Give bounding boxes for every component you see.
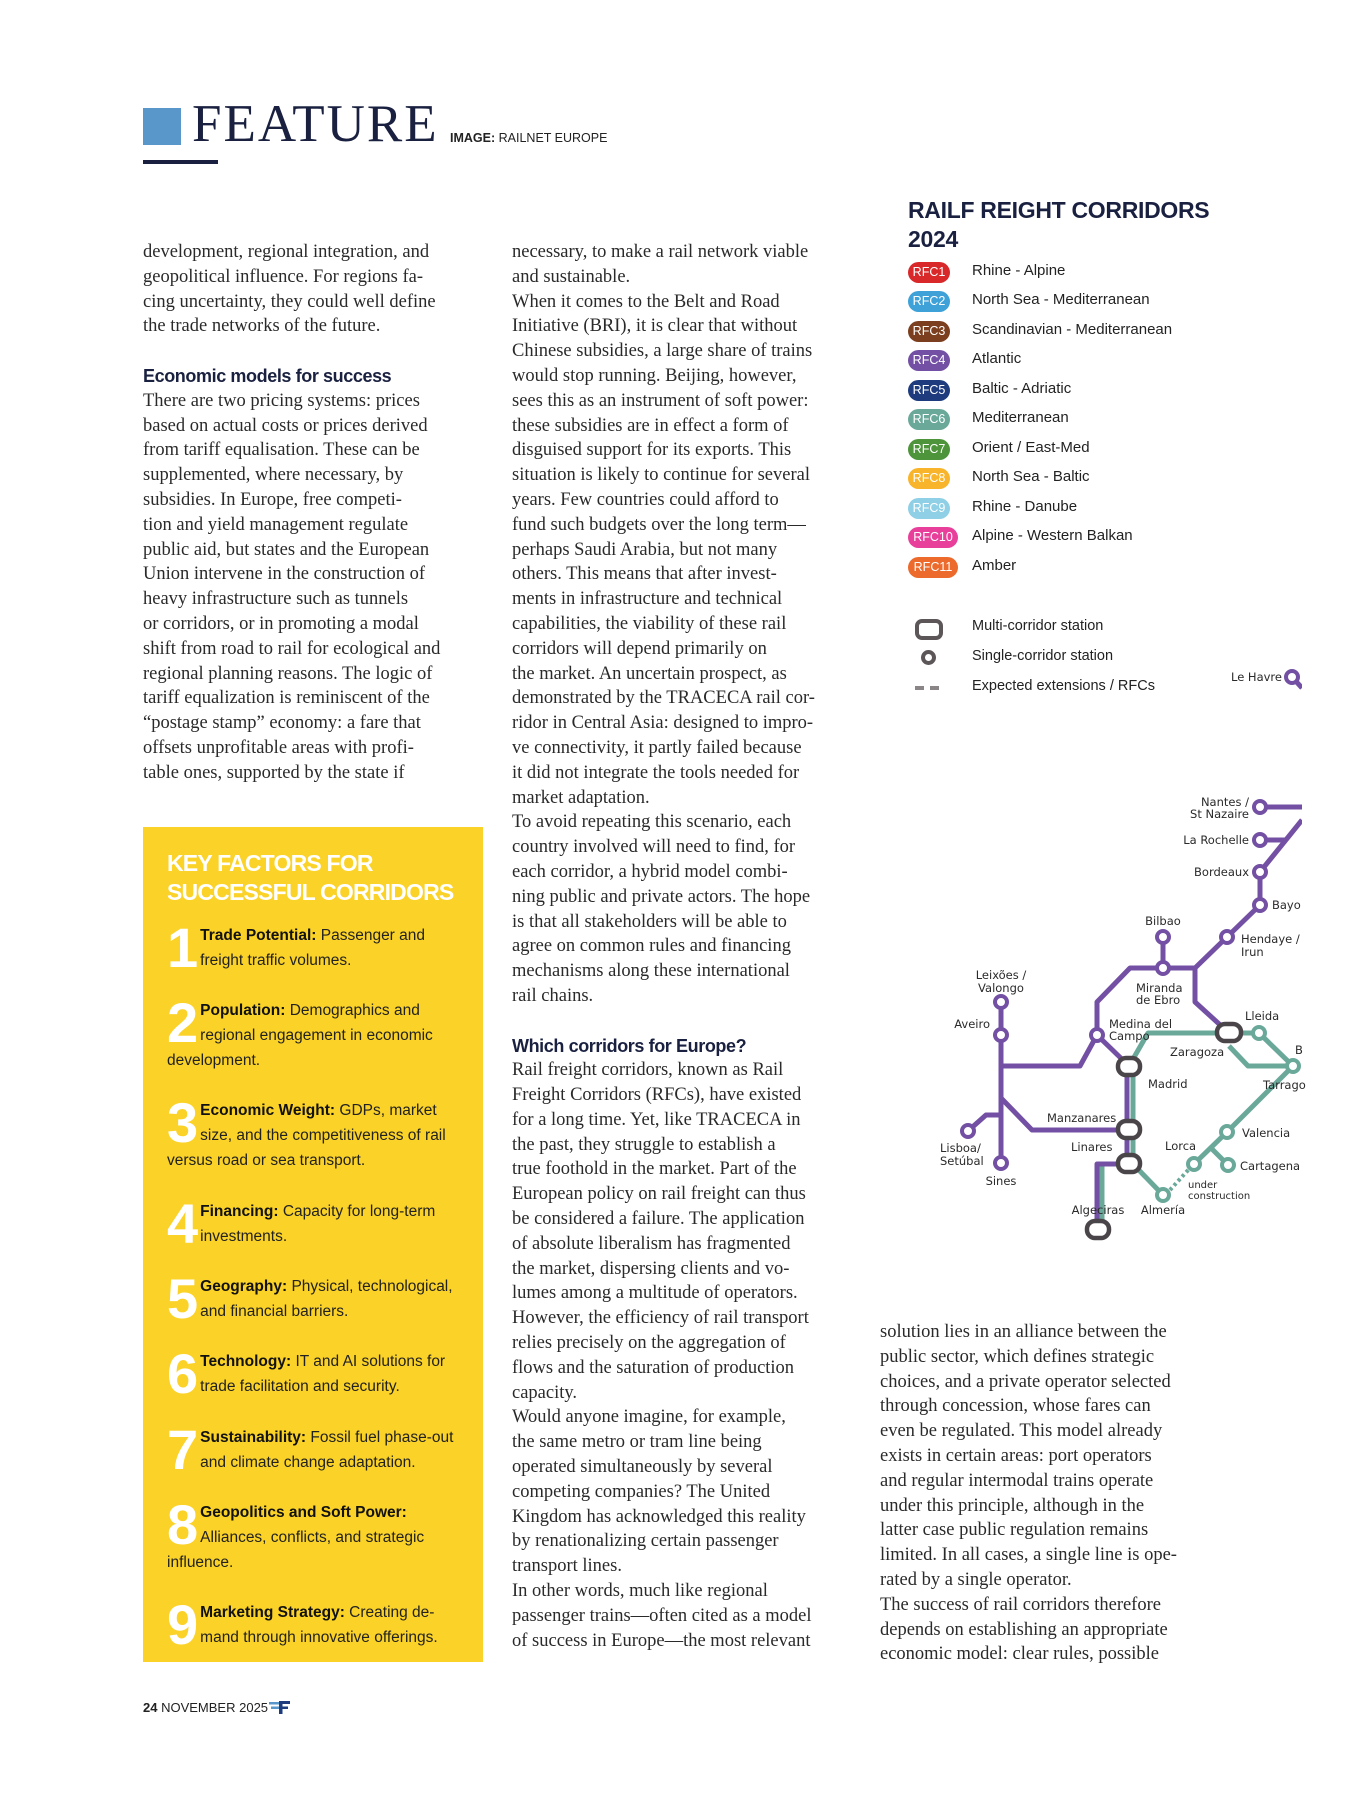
text-line: situation is likely to continue for several (512, 465, 810, 486)
text-line: of absolute liberalism has fragmented (512, 1233, 791, 1254)
text-line: of success in Europe—the most relevant (512, 1630, 811, 1651)
legend-rfc6: RFC6 (908, 408, 950, 430)
issue-date: NOVEMBER 2025 (161, 1700, 269, 1715)
text-line: The success of rail corridors therefore (880, 1594, 1161, 1615)
station-la-rochelle (1254, 834, 1266, 846)
text-line: be considered a failure. The application (512, 1209, 805, 1230)
text-line: based on actual costs or prices derived (143, 415, 428, 436)
legend-label: Rhine - Danube (972, 498, 1078, 515)
text-line: disguised support for its exports. This (512, 440, 792, 461)
text-line: regional planning reasons. The logic of (143, 663, 433, 684)
text-line: Union intervene in the construction of (143, 564, 426, 585)
text-line: There are two pricing systems: prices (143, 390, 420, 411)
text-line: Would anyone imagine, for example, (512, 1407, 786, 1428)
text-line: others. This means that after invest- (512, 564, 777, 585)
text-line: rated by a single operator. (880, 1569, 1072, 1590)
map-label: construction (1188, 1191, 1251, 1202)
legend-rfc10: RFC10 (908, 526, 958, 548)
text-line: and regular intermodal trains operate (880, 1470, 1154, 1491)
text-line: offsets unprofitable areas with profi- (143, 737, 414, 758)
legend-label: North Sea - Baltic (972, 468, 1090, 485)
factor-item: 9 Marketing Strategy: Creating de-mand through innovative offerings. (167, 1593, 438, 1656)
text-line: public aid, but states and the European (143, 539, 430, 560)
text-line: development, regional integration, and (143, 242, 430, 262)
text-line: tion and yield management regulate (143, 514, 409, 535)
text-line: ning public and private actors. The hope (512, 886, 811, 907)
map-label: Bordeaux (1194, 865, 1249, 879)
text-line: Rail freight corridors, known as Rail (512, 1060, 784, 1081)
text-line: geopolitical influence. For regions fa- (143, 266, 423, 287)
text-line: ridor in Central Asia: designed to impro- (512, 713, 814, 734)
subheading-economic-models: Economic models for success (143, 365, 392, 386)
subheading-which-corridors: Which corridors for Europe? (512, 1035, 747, 1056)
text-line: public sector, which defines strategic (880, 1346, 1155, 1367)
station-lleida (1253, 1027, 1265, 1039)
factor-item: 5 Geography: Physical, technological, and financial barriers. (167, 1267, 453, 1330)
map-label: Campo (1109, 1029, 1150, 1043)
page-number: 24 (143, 1700, 158, 1715)
map-legend-title: RAILF REIGHT CORRIDORS 2024 (908, 197, 1210, 252)
text-line: years. Few countries could afford to (512, 489, 779, 510)
map-label: Sines (985, 1174, 1017, 1188)
legend-label: Atlantic (972, 350, 1022, 367)
station-miranda (1157, 962, 1169, 974)
text-line: agree on common rules and financing (512, 936, 791, 957)
map-label: Lisboa/ (940, 1141, 981, 1155)
map-label: under (1188, 1180, 1218, 1191)
map-label: Aveiro (954, 1017, 990, 1031)
text-line: table ones, supported by the state if (143, 762, 405, 783)
factor-item: 8 Geopolitics and Soft Power: Alliances, conflicts, and strategic influence. (167, 1493, 425, 1571)
station-medina (1091, 1029, 1103, 1041)
text-line: perhaps Saudi Arabia, but not many (512, 539, 778, 560)
legend-rfc8: RFC8 (908, 467, 950, 489)
text-line: When it comes to the Belt and Road (512, 291, 780, 312)
map-label: Bayo (1272, 898, 1301, 912)
station-madrid (1118, 1058, 1140, 1075)
station-sines (995, 1157, 1007, 1169)
map-label: Almería (1140, 1203, 1186, 1217)
text-line: competing companies? The United (512, 1481, 771, 1502)
factor-item: 1 Trade Potential: Passenger and freight traffic volumes. (167, 916, 426, 979)
legend-label: North Sea - Mediterranean (972, 291, 1150, 308)
map-label: Irun (1241, 945, 1264, 959)
text-line: supplemented, where necessary, by (143, 465, 404, 486)
map-label: Manzanares (1047, 1111, 1117, 1125)
text-line: transport lines. (512, 1556, 622, 1577)
legend-label: Alpine - Western Balkan (972, 527, 1133, 544)
map-label: Lorca (1165, 1139, 1197, 1153)
text-line: To avoid repeating this scenario, each (512, 812, 792, 833)
image-credit-value: RAILNET EUROPE (498, 131, 608, 145)
legend-rfc1: RFC1 (908, 261, 950, 283)
legend-rfc4: RFC4 (908, 349, 950, 371)
text-line: the market. An uncertain prospect, as (512, 663, 787, 684)
map-label: Leixões / (975, 968, 1027, 982)
text-line: In other words, much like regional (512, 1581, 768, 1602)
page-footer (143, 1700, 291, 1717)
text-line: even be regulated. This model already (880, 1421, 1163, 1442)
legend-symbol-label: Expected extensions / RFCs (972, 678, 1155, 694)
section-title: FEATURE (192, 95, 439, 153)
text-line: market adaptation. (512, 787, 650, 808)
text-line: under this principle, although in the (880, 1495, 1145, 1516)
map-label: Linares (1071, 1140, 1113, 1154)
map-label: Valencia (1242, 1126, 1291, 1140)
text-line: exists in certain areas: port operators (880, 1445, 1152, 1466)
text-line: cing uncertainty, they could well define (143, 291, 436, 312)
station-almeria (1157, 1189, 1169, 1201)
under-construction-line (1170, 1168, 1190, 1190)
text-line: lumes among a multitude of operators. (512, 1283, 798, 1304)
text-line: subsidies. In Europe, free competi- (143, 489, 402, 510)
station-lisboa (962, 1125, 974, 1137)
map-label: Hendaye / (1241, 932, 1300, 946)
legend-rfc11: RFC11 (908, 556, 958, 578)
map-label: Le Havre (1231, 670, 1282, 684)
text-line: However, the efficiency of rail transport (512, 1308, 809, 1329)
station-lorca (1188, 1158, 1200, 1170)
text-line: solution lies in an alliance between the (880, 1322, 1167, 1342)
station-manzanares (1118, 1121, 1140, 1138)
text-line: Chinese subsidies, a large share of trains (512, 341, 813, 362)
legend-rfc7: RFC7 (908, 438, 950, 460)
map-label: de Ebro (1136, 993, 1181, 1007)
text-line: for a long time. Yet, like TRACECA in (512, 1109, 801, 1130)
text-line: it did not integrate the tools needed for (512, 762, 800, 783)
station-bayonne (1254, 899, 1266, 911)
text-line: sees this as an instrument of soft power: (512, 390, 809, 411)
legend-rfc3: RFC3 (908, 320, 950, 342)
text-line: European policy on rail freight can thus (512, 1184, 806, 1205)
text-line: the past, they struggle to establish a (512, 1134, 776, 1155)
text-line: tariff equalization is reminiscent of the (143, 688, 430, 709)
text-line: each corridor, a hybrid model combi- (512, 861, 788, 882)
station-cartagena (1222, 1159, 1234, 1171)
station-leixoes (995, 996, 1007, 1008)
factor-item: 7 Sustainability: Fossil fuel phase-out and climate change adaptation. (167, 1418, 454, 1481)
legend-label: Scandinavian - Mediterranean (972, 321, 1173, 338)
text-line: flows and the saturation of production (512, 1357, 795, 1378)
text-line: demonstrated by the TRACECA rail cor- (512, 688, 815, 709)
text-line: shift from road to rail for ecological and (143, 638, 441, 659)
text-line: latter case public regulation remains (880, 1520, 1149, 1541)
factor-item: 4 Financing: Capacity for long-term investments. (167, 1192, 436, 1255)
text-line: corridors will depend primarily on (512, 638, 767, 659)
magazine-logo-icon (269, 1701, 291, 1717)
map-label: Medina del (1109, 1017, 1173, 1031)
text-line: economic model: clear rules, possible (880, 1644, 1159, 1665)
map-label: Cartagena (1240, 1159, 1301, 1173)
text-line: by renationalizing certain passenger (512, 1531, 779, 1552)
station-algeciras (1087, 1221, 1109, 1238)
station-hendaye (1221, 931, 1233, 943)
map-label: Miranda (1136, 981, 1183, 995)
text-line: ve connectivity, it partly failed because (512, 737, 802, 758)
text-line: passenger trains—often cited as a model (512, 1605, 812, 1626)
map-label: Bilbao (1145, 914, 1181, 928)
text-line: and sustainable. (512, 266, 631, 287)
text-line: the market, dispersing clients and vo- (512, 1258, 790, 1279)
text-line: relies precisely on the aggregation of (512, 1333, 786, 1354)
text-line: Initiative (BRI), it is clear that without (512, 316, 798, 337)
station-aveiro (995, 1029, 1007, 1041)
text-line: capacity. (512, 1382, 578, 1403)
text-line: limited. In all cases, a single line is ope- (880, 1545, 1177, 1566)
text-line: true foothold in the market. Part of the (512, 1159, 797, 1180)
text-line: from tariff equalisation. These can be (143, 440, 420, 461)
map-label: Valongo (978, 981, 1024, 995)
key-factors-title: KEY FACTORS FOR SUCCESSFUL CORRIDORS (167, 850, 454, 905)
text-line: country involved will need to find, for (512, 837, 796, 858)
text-line: necessary, to make a rail network viable (512, 242, 809, 262)
factor-item: 2 Population: Demographics and regional engagement in economic development. (167, 991, 433, 1069)
legend-rfc9: RFC9 (908, 497, 950, 519)
factor-item: 3 Economic Weight: GDPs, market size, and the competitiveness of rail versus road or sea transport. (167, 1091, 446, 1169)
text-line: capabilities, the viability of these rail (512, 613, 787, 634)
map-label: Madrid (1148, 1077, 1188, 1091)
map-label: Algeciras (1071, 1203, 1125, 1217)
map-label: B (1295, 1043, 1303, 1057)
text-line: choices, and a private operator selected (880, 1371, 1171, 1392)
text-line: operated simultaneously by several (512, 1457, 773, 1478)
station-tarragona (1287, 1060, 1299, 1072)
text-line: ments in infrastructure and technical (512, 589, 783, 610)
map-label: Lleida (1245, 1009, 1280, 1023)
text-line: Kingdom has acknowledged this reality (512, 1506, 806, 1527)
text-line: is that all stakeholders will be able to (512, 911, 787, 932)
image-credit-label: IMAGE: (450, 131, 496, 145)
legend-label: Baltic - Adriatic (972, 380, 1072, 397)
text-line: or corridors, or in promoting a modal (143, 613, 419, 634)
text-line: Freight Corridors (RFCs), have existed (512, 1085, 802, 1106)
map-label: Zaragoza (1170, 1045, 1225, 1059)
station-zaragoza (1217, 1024, 1241, 1041)
text-line: rail chains. (512, 985, 594, 1006)
map-label: St Nazaire (1190, 807, 1249, 821)
text-line: the same metro or tram line being (512, 1432, 762, 1453)
station-nantes (1254, 801, 1266, 813)
text-line: heavy infrastructure such as tunnels (143, 589, 409, 610)
legend-rfc2: RFC2 (908, 290, 950, 312)
text-line: would stop running. Beijing, however, (512, 365, 797, 386)
map-label: Nantes / (1200, 795, 1249, 809)
text-line: through concession, whose fares can (880, 1396, 1151, 1417)
legend-label: Mediterranean (972, 409, 1069, 426)
text-line: these subsidies are in effect a form of (512, 415, 789, 436)
text-line: “postage stamp” economy: a fare that (143, 713, 421, 734)
station-valencia (1221, 1126, 1233, 1138)
text-line: the trade networks of the future. (143, 316, 381, 337)
station-bilbao (1157, 931, 1169, 943)
map-label: Tarrago (1263, 1078, 1306, 1092)
legend-symbol-label: Multi-corridor station (972, 618, 1104, 634)
station-bordeaux (1254, 866, 1266, 878)
factor-item: 6 Technology: IT and AI solutions for trade facilitation and security. (167, 1342, 446, 1405)
legend-label: Amber (972, 557, 1017, 574)
legend-rfc5: RFC5 (908, 379, 950, 401)
text-line: mechanisms along these international (512, 961, 790, 982)
station-linares (1118, 1155, 1140, 1172)
station-le-havre (1286, 671, 1298, 683)
legend-label: Rhine - Alpine (972, 262, 1066, 279)
text-line: fund such budgets over the long term— (512, 514, 806, 535)
map-label: La Rochelle (1183, 833, 1249, 847)
legend-symbol-label: Single-corridor station (972, 648, 1114, 664)
text-line: depends on establishing an appropriate (880, 1619, 1168, 1640)
legend-label: Orient / East-Med (972, 439, 1090, 456)
map-label: Setúbal (940, 1154, 984, 1168)
